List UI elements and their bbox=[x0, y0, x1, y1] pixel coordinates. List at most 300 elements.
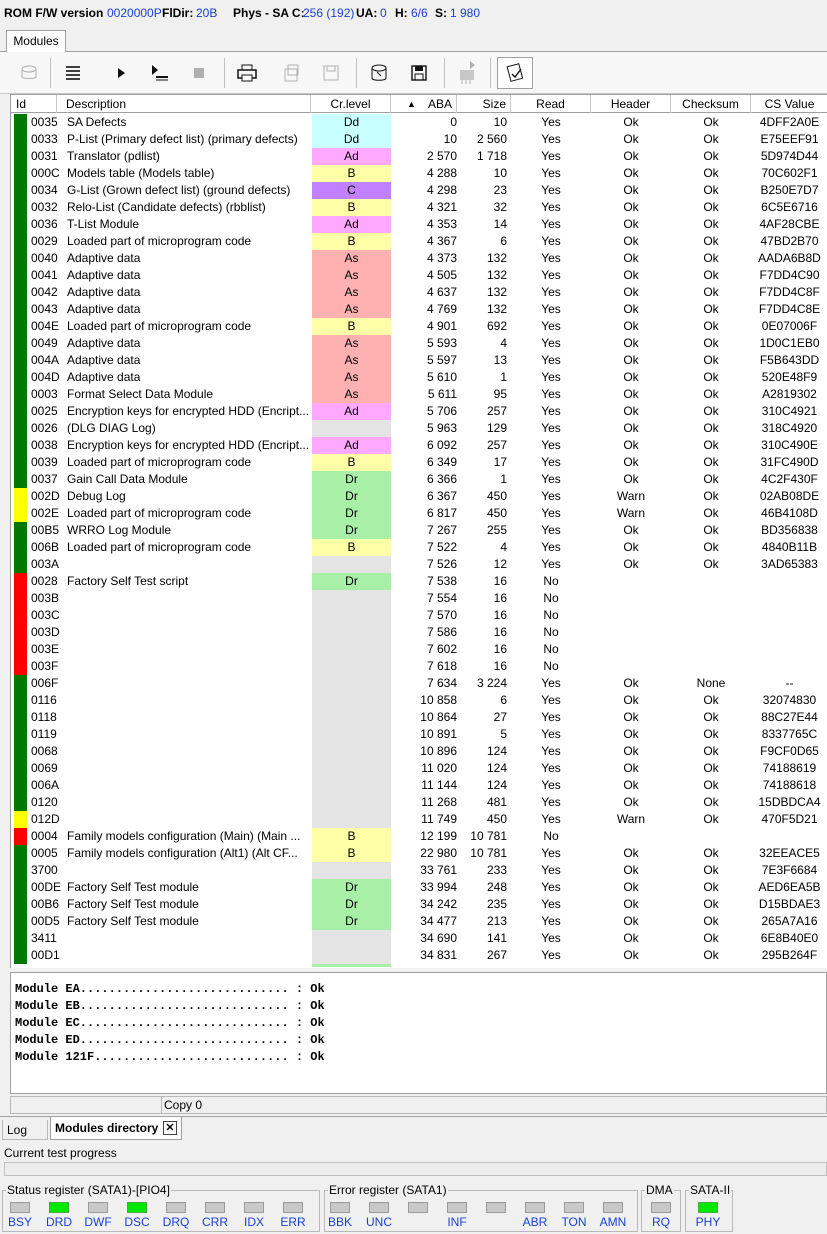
cell-id: 0068 bbox=[31, 744, 58, 758]
cell-checksum: Ok bbox=[703, 438, 719, 452]
table-row[interactable] bbox=[11, 556, 827, 573]
led-status-idx bbox=[244, 1202, 264, 1213]
cell-id: 0037 bbox=[31, 472, 58, 486]
cell-description: Encryption keys for encrypted HDD (Encript... bbox=[67, 404, 310, 418]
cell-cs-value: 74188619 bbox=[762, 761, 817, 775]
table-row[interactable] bbox=[11, 182, 827, 199]
cell-read: No bbox=[543, 625, 559, 639]
col-aba[interactable] bbox=[391, 95, 457, 113]
status-indicator bbox=[14, 233, 27, 250]
cell-read: Yes bbox=[541, 540, 561, 554]
cell-crlevel: Dr bbox=[312, 573, 391, 590]
cell-header: Ok bbox=[623, 200, 639, 214]
cell-checksum: Ok bbox=[703, 404, 719, 418]
status-indicator bbox=[14, 658, 27, 675]
cell-size: 1 718 bbox=[476, 149, 507, 163]
cell-read: Yes bbox=[541, 795, 561, 809]
cell-crlevel: Dd bbox=[312, 131, 391, 148]
log-line: Module EC............................. : Ok bbox=[15, 1016, 325, 1030]
cell-size: 3 224 bbox=[476, 676, 507, 690]
status-indicator bbox=[14, 131, 27, 148]
table-row[interactable] bbox=[11, 760, 827, 777]
cell-read: Yes bbox=[541, 914, 561, 928]
col-read[interactable]: Read bbox=[511, 95, 591, 113]
cell-aba: 34 831 bbox=[420, 948, 457, 962]
cell-size: 4 bbox=[500, 540, 507, 554]
cell-header: Ok bbox=[623, 336, 639, 350]
status-indicator bbox=[14, 641, 27, 658]
ua-value: 0 bbox=[380, 6, 387, 20]
drive-info-bar bbox=[0, 0, 827, 26]
dma-title: DMA bbox=[646, 1183, 673, 1197]
table-row[interactable] bbox=[11, 743, 827, 760]
cell-crlevel-partial bbox=[312, 964, 391, 967]
cell-description: Debug Log bbox=[67, 489, 126, 503]
cell-crlevel: B bbox=[312, 845, 391, 862]
cell-description: Loaded part of microprogram code bbox=[67, 455, 252, 469]
status-bar-left bbox=[11, 1097, 162, 1113]
cell-id: 0026 bbox=[31, 421, 58, 435]
cell-read: Yes bbox=[541, 166, 561, 180]
cell-id: 00B5 bbox=[31, 523, 60, 537]
cell-aba: 4 321 bbox=[426, 200, 457, 214]
table-row[interactable] bbox=[11, 913, 827, 930]
cell-checksum: Ok bbox=[703, 217, 719, 231]
cell-checksum: Ok bbox=[703, 455, 719, 469]
cell-aba: 5 611 bbox=[427, 387, 457, 401]
table-row[interactable] bbox=[11, 386, 827, 403]
read-disk-icon[interactable] bbox=[14, 58, 44, 88]
cell-id: 0038 bbox=[31, 438, 58, 452]
table-row[interactable] bbox=[11, 216, 827, 233]
cell-checksum: Ok bbox=[703, 285, 719, 299]
cell-description bbox=[67, 590, 311, 607]
cell-read: Yes bbox=[541, 455, 561, 469]
col-cs-value[interactable]: CS Value bbox=[764, 97, 815, 111]
table-row[interactable] bbox=[11, 420, 827, 437]
cell-cs-value bbox=[751, 573, 827, 590]
cell-size: 16 bbox=[493, 625, 507, 639]
cell-read: Yes bbox=[541, 217, 561, 231]
cell-crlevel: Dr bbox=[312, 505, 391, 522]
cell-cs-value: 32074830 bbox=[762, 693, 817, 707]
table-row[interactable] bbox=[11, 131, 827, 148]
close-icon[interactable]: ✕ bbox=[163, 1121, 177, 1135]
table-row[interactable] bbox=[11, 471, 827, 488]
cell-header: Ok bbox=[623, 285, 639, 299]
cell-description bbox=[67, 675, 311, 692]
col-checksum[interactable]: Checksum bbox=[671, 95, 751, 113]
table-row[interactable] bbox=[11, 777, 827, 794]
table-row[interactable] bbox=[11, 352, 827, 369]
led-status-drd bbox=[49, 1202, 69, 1213]
cell-header bbox=[591, 624, 671, 641]
led-label: DSC bbox=[124, 1215, 150, 1229]
cell-header: Ok bbox=[623, 370, 639, 384]
cell-checksum bbox=[671, 607, 751, 624]
status-indicator bbox=[14, 335, 27, 352]
table-row[interactable] bbox=[11, 369, 827, 386]
table-row[interactable] bbox=[11, 573, 827, 590]
status-indicator bbox=[14, 726, 27, 743]
cell-description: Encryption keys for encrypted HDD (Encript... bbox=[67, 438, 310, 452]
cell-description: Factory Self Test module bbox=[67, 914, 199, 928]
led-dma-rq bbox=[651, 1202, 671, 1213]
cell-aba: 7 602 bbox=[426, 642, 457, 656]
sort-ascending-icon: ▲ bbox=[407, 99, 416, 109]
list-icon[interactable] bbox=[58, 58, 88, 88]
cell-read: Yes bbox=[541, 489, 561, 503]
table-row[interactable] bbox=[11, 828, 827, 845]
cell-read: No bbox=[543, 591, 559, 605]
cell-aba: 5 706 bbox=[426, 404, 457, 418]
cell-size: 6 bbox=[500, 693, 507, 707]
cell-cs-value: -- bbox=[785, 676, 794, 690]
status-indicator bbox=[14, 794, 27, 811]
cell-header: Ok bbox=[623, 863, 639, 877]
cell-header: Ok bbox=[623, 166, 639, 180]
led-label: DRD bbox=[46, 1215, 72, 1229]
cell-size: 10 781 bbox=[470, 829, 507, 843]
cell-aba: 7 522 bbox=[426, 540, 457, 554]
cell-checksum: Ok bbox=[703, 863, 719, 877]
cell-header: Ok bbox=[623, 149, 639, 163]
cell-checksum: Ok bbox=[703, 234, 719, 248]
table-row[interactable] bbox=[11, 301, 827, 318]
cell-description bbox=[67, 641, 311, 658]
table-row[interactable] bbox=[11, 284, 827, 301]
cell-crlevel: B bbox=[312, 454, 391, 471]
cell-cs-value: 46B4108D bbox=[761, 506, 818, 520]
led-label: TON bbox=[561, 1215, 587, 1229]
cell-size: 233 bbox=[486, 863, 507, 877]
status-indicator bbox=[14, 471, 27, 488]
table-row[interactable] bbox=[11, 522, 827, 539]
cell-size: 4 bbox=[500, 336, 507, 350]
cell-checksum: Ok bbox=[703, 149, 719, 163]
cell-cs-value: 5D974D44 bbox=[760, 149, 819, 163]
cell-header: Ok bbox=[623, 387, 639, 401]
led-status-dsc bbox=[127, 1202, 147, 1213]
table-row[interactable] bbox=[11, 335, 827, 352]
cell-crlevel: Dr bbox=[312, 913, 391, 930]
play-icon[interactable] bbox=[106, 58, 136, 88]
cell-cs-value: F5B643DD bbox=[759, 353, 820, 367]
cell-checksum bbox=[671, 828, 751, 845]
cell-crlevel: Dr bbox=[312, 879, 391, 896]
cell-header: Ok bbox=[623, 557, 639, 571]
table-row[interactable] bbox=[11, 267, 827, 284]
table-row[interactable] bbox=[11, 488, 827, 505]
cell-read: No bbox=[543, 659, 559, 673]
cell-description: Loaded part of microprogram code bbox=[67, 540, 252, 554]
status-bar-copy: Copy 0 bbox=[164, 1098, 203, 1112]
cell-cs-value bbox=[751, 828, 827, 845]
cell-size: 13 bbox=[493, 353, 507, 367]
cell-description bbox=[67, 811, 311, 828]
cell-crlevel bbox=[312, 556, 391, 573]
table-row[interactable] bbox=[11, 709, 827, 726]
cell-crlevel bbox=[312, 641, 391, 658]
cell-description bbox=[67, 556, 311, 573]
cell-id: 0069 bbox=[31, 761, 58, 775]
cell-read: Yes bbox=[541, 200, 561, 214]
cell-crlevel: As bbox=[312, 335, 391, 352]
ua-label: UA: bbox=[356, 6, 378, 20]
tab-modules[interactable]: Modules bbox=[6, 30, 66, 53]
table-row[interactable] bbox=[11, 879, 827, 896]
cell-size: 32 bbox=[493, 200, 507, 214]
cell-aba: 12 199 bbox=[420, 829, 457, 843]
table-row[interactable] bbox=[11, 811, 827, 828]
cell-checksum: Ok bbox=[703, 302, 719, 316]
cell-aba: 5 593 bbox=[426, 336, 457, 350]
cell-checksum bbox=[671, 573, 751, 590]
cell-read: Yes bbox=[541, 863, 561, 877]
cell-description: Adaptive data bbox=[67, 370, 141, 384]
table-row[interactable] bbox=[11, 539, 827, 556]
phys-label: Phys - SA C: bbox=[233, 6, 305, 20]
cell-size: 257 bbox=[486, 404, 507, 418]
cell-description: Translator (pdlist) bbox=[67, 149, 160, 163]
cell-cs-value: F7DD4C8F bbox=[759, 285, 820, 299]
cell-checksum: Ok bbox=[703, 880, 719, 894]
col-description[interactable]: Description bbox=[57, 95, 311, 113]
cell-cs-value: 4DFF2A0E bbox=[759, 115, 820, 129]
tab-modules-directory-label: Modules directory bbox=[55, 1121, 159, 1135]
cell-size: 257 bbox=[486, 438, 507, 452]
cell-id: 0119 bbox=[31, 727, 57, 741]
cell-size: 124 bbox=[486, 778, 507, 792]
cell-cs-value: A2819302 bbox=[762, 387, 817, 401]
cell-read: Yes bbox=[541, 132, 561, 146]
cell-cs-value: 310C4921 bbox=[761, 404, 818, 418]
copy-disk-icon[interactable] bbox=[276, 58, 306, 88]
cell-header: Ok bbox=[623, 404, 639, 418]
cell-size: 16 bbox=[493, 574, 507, 588]
table-row[interactable] bbox=[11, 862, 827, 879]
cell-cs-value: 318C4920 bbox=[761, 421, 818, 435]
table-row[interactable] bbox=[11, 896, 827, 913]
cell-read: Yes bbox=[541, 948, 561, 962]
cell-read: Yes bbox=[541, 268, 561, 282]
cell-cs-value: 1D0C1EB0 bbox=[759, 336, 820, 350]
step-icon[interactable] bbox=[144, 58, 174, 88]
cell-aba: 4 288 bbox=[426, 166, 457, 180]
cell-aba: 7 618 bbox=[426, 659, 457, 673]
cell-aba: 0 bbox=[450, 115, 457, 129]
cell-crlevel: B bbox=[312, 828, 391, 845]
table-row[interactable] bbox=[11, 726, 827, 743]
table-row[interactable] bbox=[11, 930, 827, 947]
cell-aba: 4 901 bbox=[426, 319, 457, 333]
status-register-title: Status register (SATA1)-[PIO4] bbox=[7, 1183, 170, 1197]
table-row[interactable] bbox=[11, 403, 827, 420]
cell-crlevel: Ad bbox=[312, 216, 391, 233]
status-indicator bbox=[14, 709, 27, 726]
cell-aba: 10 896 bbox=[420, 744, 457, 758]
cell-description: Family models configuration (Main) (Main ... bbox=[67, 829, 301, 843]
table-row[interactable] bbox=[11, 233, 827, 250]
col-crlevel[interactable]: Cr.level bbox=[311, 95, 391, 113]
cell-description bbox=[67, 947, 311, 964]
cell-size: 1 bbox=[500, 370, 507, 384]
led-label: CRR bbox=[202, 1215, 228, 1229]
status-indicator bbox=[14, 148, 27, 165]
cell-size: 124 bbox=[486, 761, 507, 775]
table-row[interactable] bbox=[11, 454, 827, 471]
table-row[interactable] bbox=[11, 148, 827, 165]
table-row[interactable] bbox=[11, 505, 827, 522]
cell-header bbox=[591, 607, 671, 624]
table-row[interactable] bbox=[11, 250, 827, 267]
error-register-title: Error register (SATA1) bbox=[329, 1183, 447, 1197]
cell-description bbox=[67, 726, 311, 743]
cell-header: Ok bbox=[623, 523, 639, 537]
cell-size: 12 bbox=[493, 557, 507, 571]
cell-crlevel bbox=[312, 624, 391, 641]
cell-size: 6 bbox=[500, 234, 507, 248]
led-label: ABR bbox=[522, 1215, 548, 1229]
cell-description: Gain Call Data Module bbox=[67, 472, 188, 486]
cell-crlevel bbox=[312, 811, 391, 828]
cell-header: Ok bbox=[623, 897, 639, 911]
cell-size: 141 bbox=[486, 931, 507, 945]
cell-description bbox=[67, 709, 311, 726]
table-header bbox=[11, 94, 827, 113]
cell-id: 3700 bbox=[31, 863, 58, 877]
cell-cs-value bbox=[751, 624, 827, 641]
led-error-unc bbox=[369, 1202, 389, 1213]
cell-size: 132 bbox=[486, 285, 507, 299]
cell-aba: 5 963 bbox=[426, 421, 457, 435]
cell-crlevel bbox=[312, 658, 391, 675]
chip-icon[interactable] bbox=[452, 58, 482, 88]
cell-aba: 6 092 bbox=[426, 438, 457, 452]
cell-header: Warn bbox=[616, 812, 646, 826]
cell-cs-value: E75EEF91 bbox=[760, 132, 819, 146]
table-row[interactable] bbox=[11, 318, 827, 335]
print-icon[interactable] bbox=[232, 58, 262, 88]
cell-crlevel: Dr bbox=[312, 522, 391, 539]
cell-header: Ok bbox=[623, 931, 639, 945]
cell-aba: 10 864 bbox=[420, 710, 457, 724]
table-row[interactable] bbox=[11, 624, 827, 641]
s-value: 1 980 bbox=[450, 6, 481, 20]
cell-read: Yes bbox=[541, 285, 561, 299]
cell-aba: 34 477 bbox=[420, 914, 457, 928]
cell-aba: 6 817 bbox=[426, 506, 457, 520]
table-row[interactable] bbox=[11, 165, 827, 182]
cell-id: 0028 bbox=[31, 574, 58, 588]
load-module-icon[interactable] bbox=[364, 58, 394, 88]
col-header[interactable]: Header bbox=[591, 95, 671, 113]
cell-read: No bbox=[543, 574, 559, 588]
cell-crlevel: B bbox=[312, 199, 391, 216]
cell-description bbox=[67, 862, 311, 879]
tab-log[interactable]: Log bbox=[2, 1120, 48, 1140]
col-size[interactable]: Size bbox=[457, 95, 511, 113]
col-id[interactable]: Id bbox=[11, 95, 57, 113]
cell-cs-value: 470F5D21 bbox=[761, 812, 818, 826]
table-row[interactable] bbox=[11, 947, 827, 964]
status-indicator bbox=[14, 607, 27, 624]
cell-read: Yes bbox=[541, 472, 561, 486]
table-row[interactable] bbox=[11, 641, 827, 658]
cell-description: Format Select Data Module bbox=[67, 387, 214, 401]
cell-size: 132 bbox=[486, 268, 507, 282]
cell-crlevel: B bbox=[312, 318, 391, 335]
cell-crlevel bbox=[312, 743, 391, 760]
table-row[interactable] bbox=[11, 590, 827, 607]
cell-crlevel bbox=[312, 692, 391, 709]
cell-size: 255 bbox=[486, 523, 507, 537]
checklist-icon[interactable] bbox=[497, 57, 533, 89]
cell-read: Yes bbox=[541, 302, 561, 316]
table-row[interactable] bbox=[11, 437, 827, 454]
cell-cs-value: AADA6B8D bbox=[758, 251, 821, 265]
cell-checksum: Ok bbox=[703, 557, 719, 571]
status-indicator bbox=[14, 777, 27, 794]
status-indicator bbox=[14, 947, 27, 964]
cell-aba: 6 366 bbox=[426, 472, 457, 486]
cell-id: 0025 bbox=[31, 404, 58, 418]
cell-size: 267 bbox=[486, 948, 507, 962]
cell-aba: 33 994 bbox=[420, 880, 457, 894]
cell-aba: 33 761 bbox=[420, 863, 457, 877]
write-module-icon[interactable] bbox=[404, 58, 434, 88]
status-indicator bbox=[14, 862, 27, 879]
status-indicator bbox=[14, 828, 27, 845]
cell-description: T-List Module bbox=[67, 217, 140, 231]
cell-size: 450 bbox=[486, 812, 507, 826]
table-row[interactable] bbox=[11, 692, 827, 709]
cell-crlevel: As bbox=[312, 386, 391, 403]
col-aba-label: ABA bbox=[427, 97, 452, 111]
cell-read: Yes bbox=[541, 438, 561, 452]
stop-icon[interactable] bbox=[184, 58, 214, 88]
table-row[interactable] bbox=[11, 199, 827, 216]
cell-size: 16 bbox=[493, 608, 507, 622]
table-row[interactable] bbox=[11, 794, 827, 811]
fldir-value: 20B bbox=[196, 6, 218, 20]
cell-checksum bbox=[671, 624, 751, 641]
cell-header: Ok bbox=[623, 472, 639, 486]
table-row[interactable] bbox=[11, 114, 827, 131]
table-row[interactable] bbox=[11, 658, 827, 675]
status-indicator bbox=[14, 386, 27, 403]
led-label: UNC bbox=[366, 1215, 392, 1229]
table-row[interactable] bbox=[11, 675, 827, 692]
cell-size: 213 bbox=[486, 914, 507, 928]
cell-id: 0003 bbox=[31, 387, 58, 401]
table-row[interactable] bbox=[11, 607, 827, 624]
table-row[interactable] bbox=[11, 845, 827, 862]
tab-modules-directory[interactable] bbox=[50, 1117, 182, 1140]
cell-id: 0032 bbox=[31, 200, 58, 214]
cell-id: 003F bbox=[31, 659, 59, 673]
cell-header: Ok bbox=[623, 795, 639, 809]
save-disk-icon[interactable] bbox=[316, 58, 346, 88]
cell-cs-value: 74188618 bbox=[762, 778, 817, 792]
cell-checksum bbox=[671, 641, 751, 658]
status-indicator bbox=[14, 437, 27, 454]
log-line: Module ED............................. : Ok bbox=[15, 1033, 325, 1047]
cell-cs-value: 4840B11B bbox=[761, 540, 818, 554]
cell-aba: 7 570 bbox=[426, 608, 457, 622]
cell-id: 006F bbox=[31, 676, 59, 690]
cell-read: Yes bbox=[541, 727, 561, 741]
